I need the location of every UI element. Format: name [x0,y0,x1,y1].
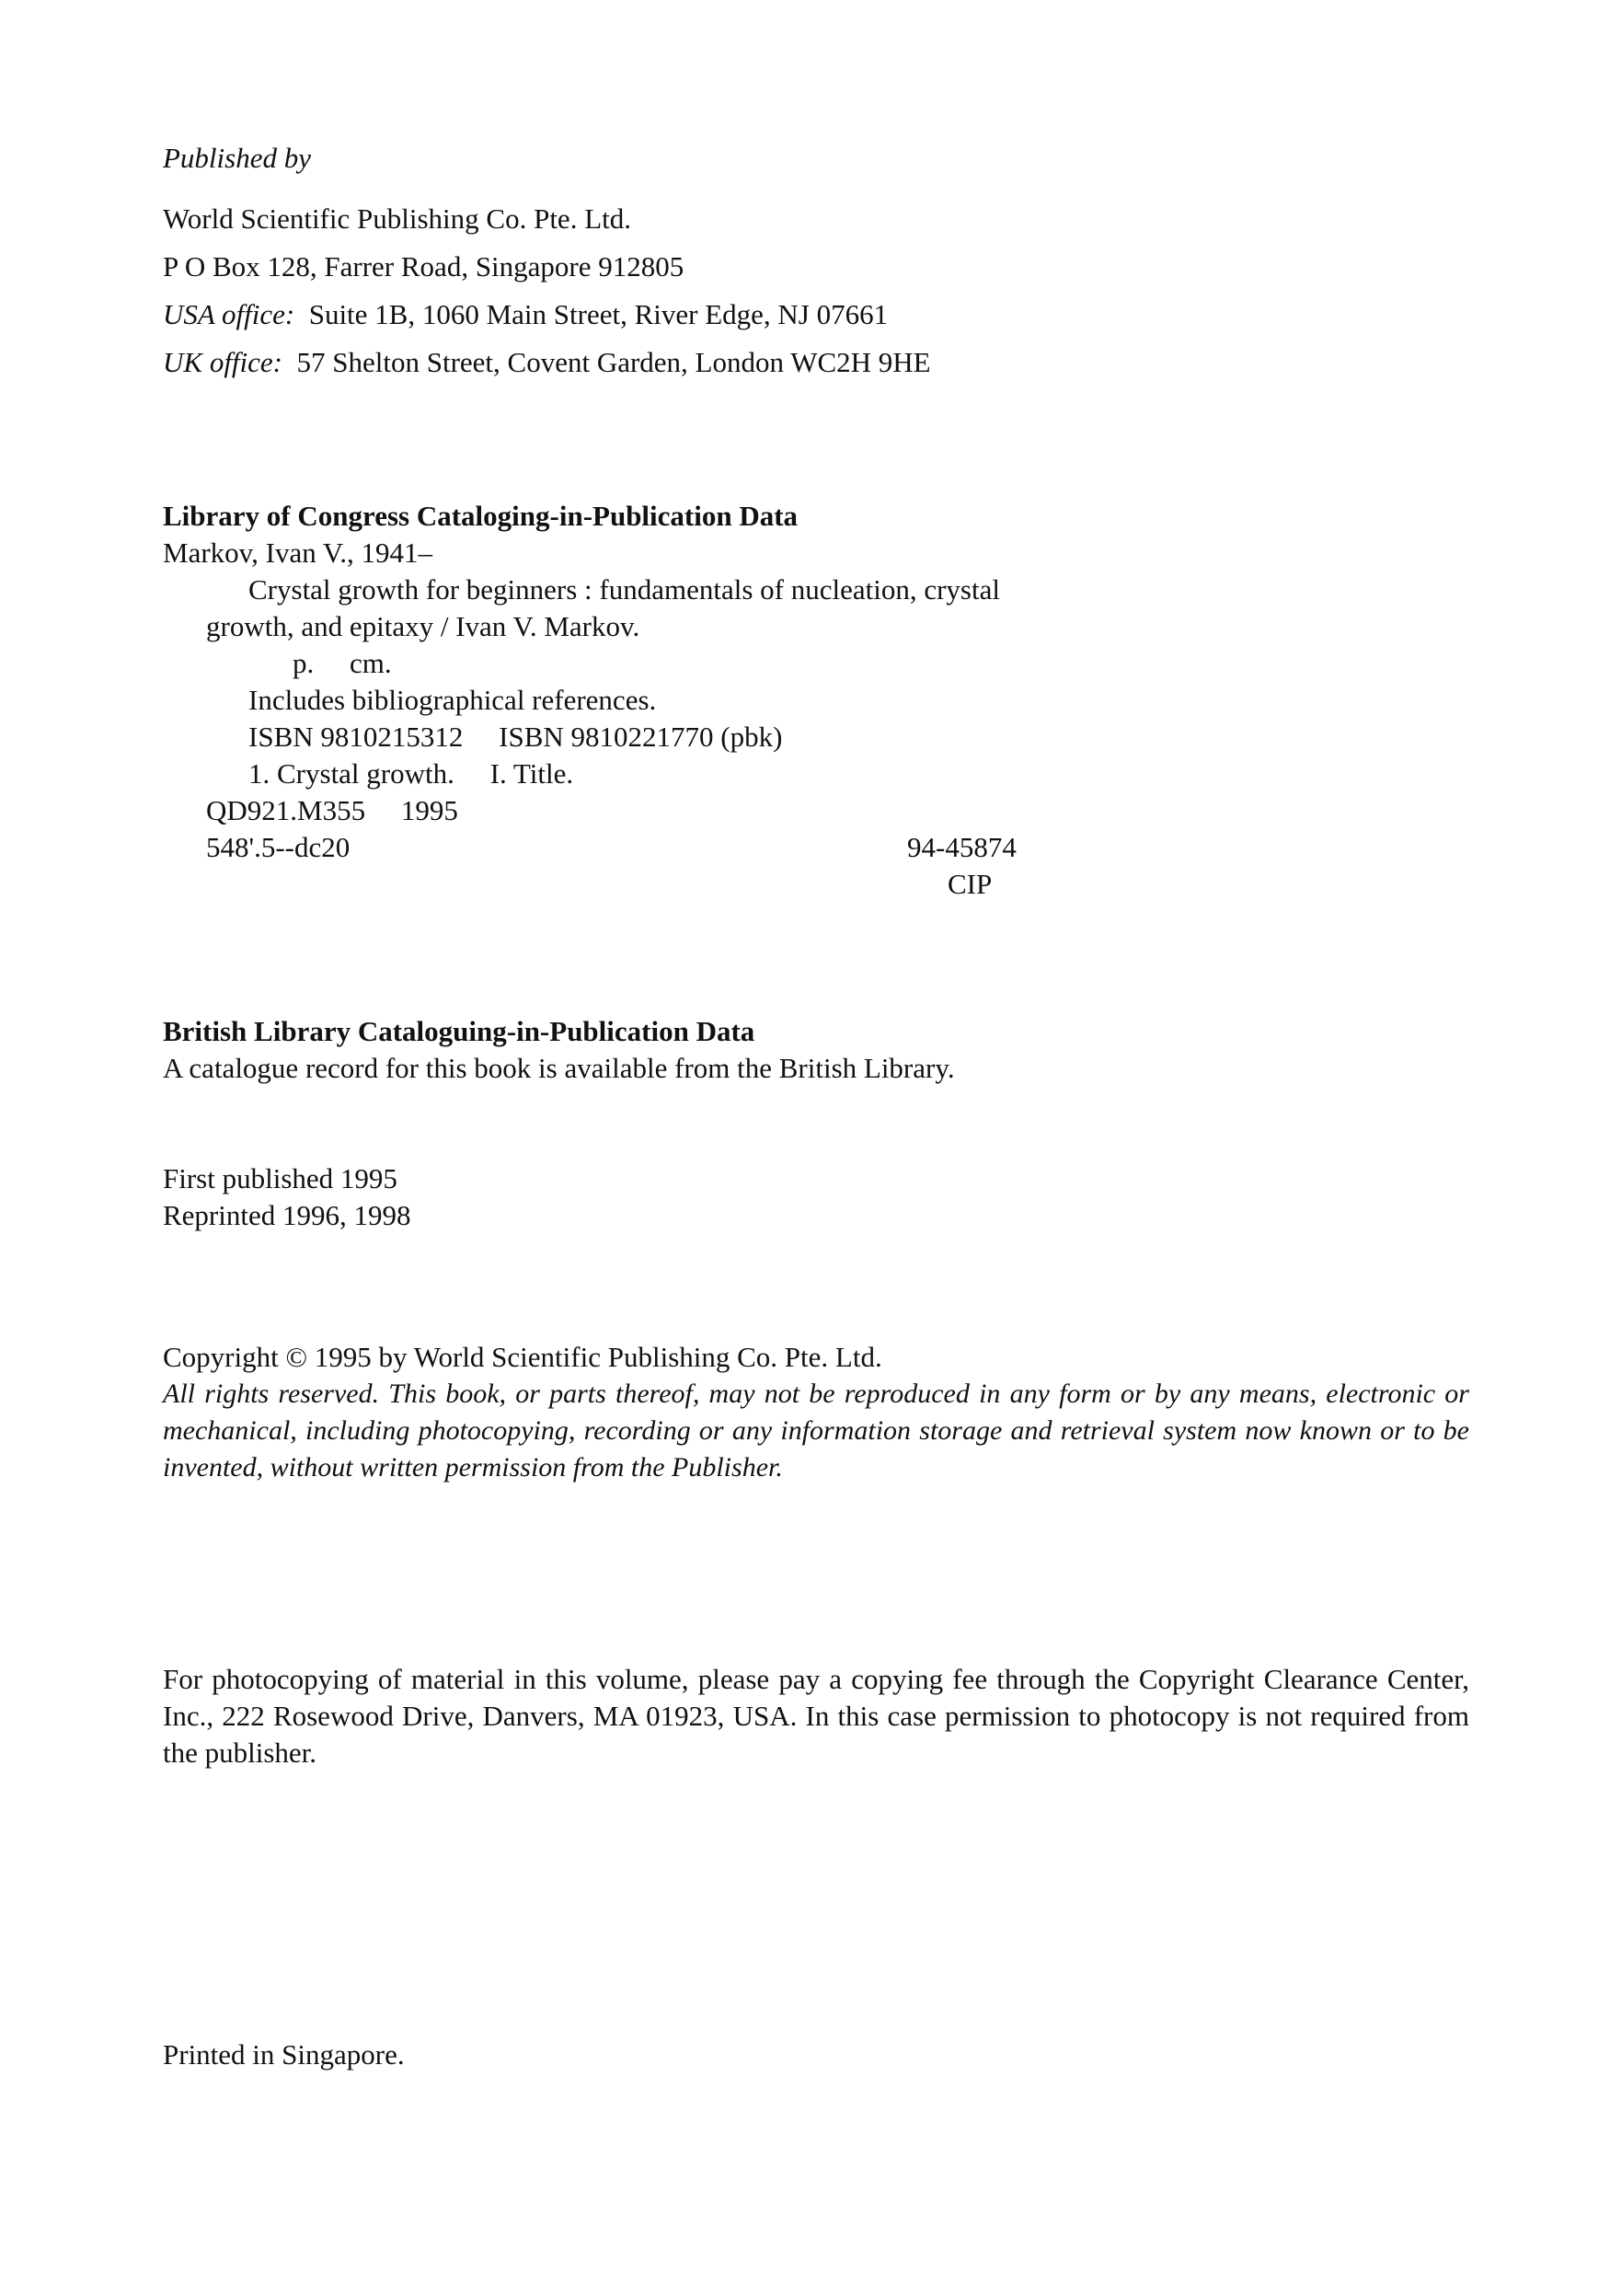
published-by-heading: Published by [163,142,311,174]
first-published: First published 1995 [163,1162,397,1194]
loc-cip-call-number: QD921.M355 1995 [206,794,458,826]
usa-office-address: Suite 1B, 1060 Main Street, River Edge, NJ 07661 [308,298,889,330]
loc-cip-author: Markov, Ivan V., 1941– [163,537,433,569]
loc-cip-lccn: 94-45874 [907,831,1017,863]
loc-cip-includes: Includes bibliographical references. [248,684,657,716]
usa-office-line [163,296,888,333]
bl-cip-text: A catalogue record for this book is available from the British Library. [163,1052,955,1084]
loc-cip-title-line2: growth, and epitaxy / Ivan V. Markov. [206,610,640,642]
loc-cip-title-line1: Crystal growth for beginners : fundamentals of nucleation, crystal [248,573,1000,606]
publisher-address: P O Box 128, Farrer Road, Singapore 912805 [163,250,684,283]
loc-cip-heading: Library of Congress Cataloging-in-Publication Data [163,500,799,532]
uk-office-label: UK office: [163,346,282,378]
publisher-name: World Scientific Publishing Co. Pte. Ltd. [163,202,631,235]
rights-statement: All rights reserved. This book, or parts thereof, may not be reproduced in any form or by any means, electronic or mechanical, including photocopying, recording or any information storage and retrieval system now known or to be invented, without written permission from the Publisher. [163,1379,1469,1483]
bl-cip-heading: British Library Cataloguing-in-Publication Data [163,1015,755,1047]
reprinted: Reprinted 1996, 1998 [163,1199,411,1231]
loc-cip-isbn: ISBN 9810215312 ISBN 9810221770 (pbk) [248,721,783,753]
uk-office-address: 57 Shelton Street, Covent Garden, London WC2H 9HE [296,346,931,378]
photocopy-notice: For photocopying of material in this volume, please pay a copying fee through the Copyright Clearance Center, Inc., 222 Rosewood Drive, Danvers, MA 01923, USA. In this case permission to photocopy is not required from the publisher. [163,1663,1469,1769]
loc-cip-dewey: 548'.5--dc20 [206,831,351,863]
copyright-line: Copyright © 1995 by World Scientific Publishing Co. Pte. Ltd. [163,1341,882,1373]
usa-office-label: USA office: [163,298,295,330]
loc-cip-subjects: 1. Crystal growth. I. Title. [248,757,574,790]
printed-in: Printed in Singapore. [163,2038,405,2071]
loc-cip-pages: p. cm. [293,647,392,679]
uk-office-line [163,344,931,381]
loc-cip-cip: CIP [948,868,993,900]
